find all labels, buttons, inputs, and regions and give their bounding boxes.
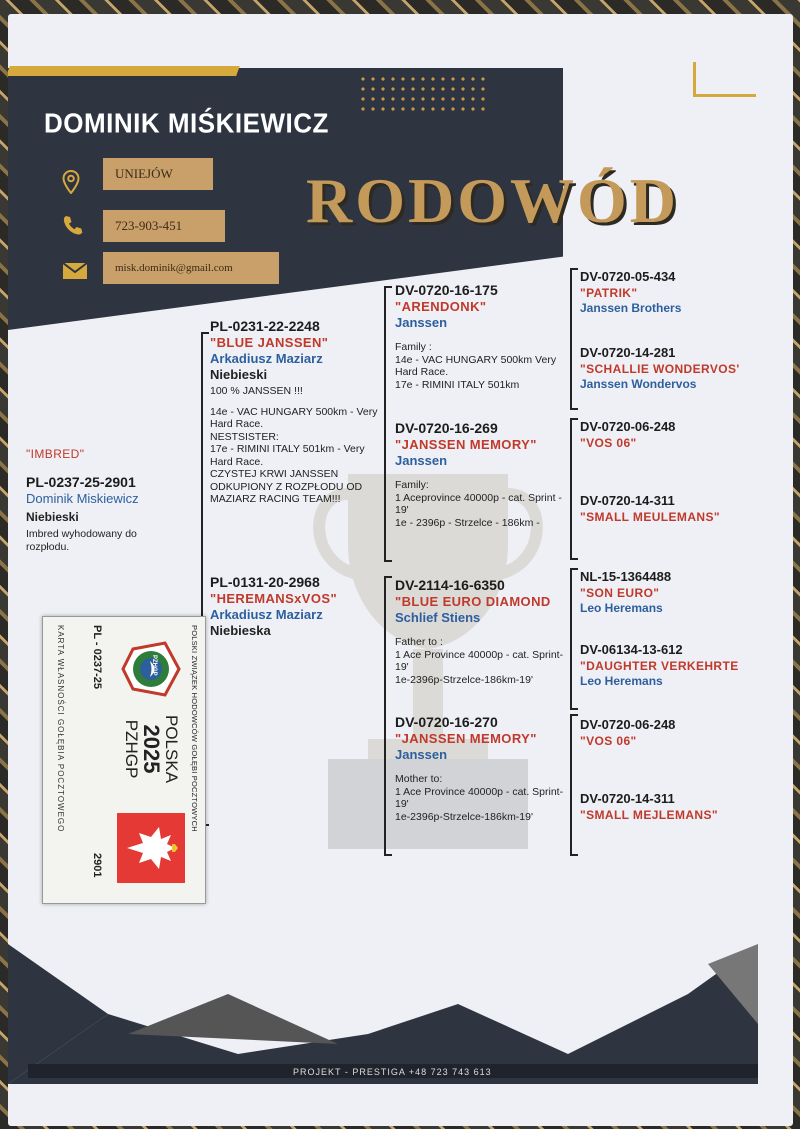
dam-color: Niebieska — [210, 623, 271, 638]
subject-owner: Dominik Miskiewicz — [26, 491, 139, 506]
bracket-line — [384, 854, 392, 856]
bracket-line — [384, 576, 386, 856]
great-grandparent-name: "SON EURO" — [580, 586, 660, 600]
bracket-line — [570, 558, 578, 560]
great-grandparent-name: "VOS 06" — [580, 734, 637, 748]
sire-owner: Arkadiusz Maziarz — [210, 351, 323, 366]
bracket-line — [570, 714, 572, 856]
card-association: POLSKI ZWIĄZEK HODOWCÓW GOŁĘBI POCZTOWYCH — [190, 625, 199, 832]
great-grandparent-block — [580, 344, 785, 392]
great-grandparent-owner: Janssen Brothers — [580, 301, 682, 315]
great-grandparent-ring: NL-15-1364488 — [580, 569, 672, 584]
grandparent-owner: Schlief Stiens — [395, 610, 481, 625]
phone-icon — [62, 214, 84, 242]
great-grandparent-ring: DV-0720-06-248 — [580, 419, 676, 434]
subject-note: Imbred wyhodowany do rozpłodu. — [26, 528, 137, 553]
card-org: PZHGP — [122, 719, 141, 779]
subject-color: Niebieski — [26, 510, 79, 524]
bracket-line — [570, 708, 578, 710]
envelope-icon — [62, 262, 88, 286]
bracket-line — [570, 408, 578, 410]
great-grandparent-ring: DV-0720-14-311 — [580, 791, 675, 806]
sire-block — [210, 318, 382, 506]
grandparent-block — [395, 714, 567, 823]
subject-block — [26, 446, 196, 553]
bracket-line — [570, 268, 578, 270]
great-grandparent-block — [580, 790, 785, 823]
sire-color: Niebieski — [210, 367, 268, 382]
great-grandparent-block — [580, 492, 785, 525]
bracket-line — [201, 332, 209, 334]
ownership-card — [42, 616, 206, 904]
great-grandparent-ring: DV-06134-13-612 — [580, 642, 683, 657]
bracket-line — [570, 568, 578, 570]
card-number: 2901 — [91, 853, 103, 878]
bracket-line — [570, 714, 578, 716]
bracket-line — [384, 576, 392, 578]
grandparent-owner: Janssen — [395, 747, 448, 762]
grandparent-note: Family: 1 Aceprovince 40000p - cat. Sprint - 19' 1e - 2396p - Strzelce - 186km - — [395, 479, 562, 529]
dam-name: "HEREMANSxVOS" — [210, 591, 338, 606]
sire-note-2: 14e - VAC HUNGARY 500km - Very Hard Race. NESTSISTER: 17e - RIMINI ITALY 501km - Very Hard Race. CZYSTEJ KRWI JANSSEN ODKUPIONY Z ROZPŁODU OD MAZIARZ RACING TEAM!!! — [210, 405, 378, 505]
page-title: RODOWÓD — [306, 165, 679, 236]
sire-note-1: 100 % JANSSEN !!! — [210, 385, 303, 397]
breeder-name: DOMINIK MIŚKIEWICZ — [44, 107, 329, 139]
grandparent-block — [395, 420, 567, 529]
pzhgp-logo-icon — [119, 637, 183, 701]
great-grandparent-ring: DV-0720-06-248 — [580, 717, 676, 732]
location-chip: UNIEJÓW — [103, 158, 213, 190]
phone-chip: 723-903-451 — [103, 210, 225, 242]
grandparent-name: "JANSSEN MEMORY" — [395, 731, 537, 746]
grandparent-block — [395, 577, 575, 686]
grandparent-name: "ARENDONK" — [395, 299, 487, 314]
great-grandparent-ring: DV-0720-05-434 — [580, 269, 676, 284]
bracket-line — [570, 418, 578, 420]
corner-mark — [693, 62, 756, 97]
bracket-line — [384, 286, 392, 288]
dam-ring: PL-0131-20-2968 — [210, 574, 320, 590]
bracket-line — [384, 560, 392, 562]
great-grandparent-ring: DV-0720-14-281 — [580, 345, 676, 360]
card-year: 2025 — [139, 724, 164, 774]
great-grandparent-owner: Leo Heremans — [580, 601, 663, 615]
grandparent-note: Mother to: 1 Ace Province 40000p - cat. Sprint-19' 1e-2396p-Strzelce-186km-19' — [395, 773, 564, 823]
email-chip: misk.dominik@gmail.com — [103, 252, 279, 284]
grandparent-name: "BLUE EURO DIAMOND — [395, 594, 551, 609]
great-grandparent-name: "SMALL MEJLEMANS" — [580, 808, 718, 822]
grandparent-ring: DV-2114-16-6350 — [395, 577, 505, 593]
bracket-line — [570, 418, 572, 560]
great-grandparent-block — [580, 268, 785, 316]
grandparent-note: Family : 14e - VAC HUNGARY 500km Very Hard Race. 17e - RIMINI ITALY 501km — [395, 341, 557, 391]
great-grandparent-block — [580, 641, 785, 689]
card-ring: PL - 0237-25 — [91, 625, 103, 690]
card-caption: KARTA WŁASNOŚCI GOŁĘBIA POCZTOWEGO — [56, 625, 65, 833]
grandparent-owner: Janssen — [395, 315, 448, 330]
great-grandparent-name: "VOS 06" — [580, 436, 637, 450]
great-grandparent-name: "SMALL MEULEMANS" — [580, 510, 720, 524]
grandparent-name: "JANSSEN MEMORY" — [395, 437, 537, 452]
great-grandparent-block — [580, 568, 785, 616]
bracket-line — [384, 286, 386, 562]
subject-name: "IMBRED" — [26, 447, 85, 461]
grandparent-note: Father to : 1 Ace Province 40000p - cat. Sprint-19' 1e-2396p-Strzelce-186km-19' — [395, 636, 564, 686]
sire-ring: PL-0231-22-2248 — [210, 318, 320, 334]
great-grandparent-ring: DV-0720-14-311 — [580, 493, 675, 508]
dam-block — [210, 574, 382, 639]
great-grandparent-block — [580, 716, 785, 749]
grandparent-ring: DV-0720-16-270 — [395, 714, 498, 730]
sire-name: "BLUE JANSSEN" — [210, 335, 329, 350]
card-title — [121, 715, 181, 783]
dot-pattern — [358, 74, 488, 114]
great-grandparent-owner: Leo Heremans — [580, 674, 663, 688]
gold-stripe — [8, 66, 240, 76]
logo-text: PZHGP — [151, 655, 157, 676]
great-grandparent-name: "DAUGHTER VERKEHRTE — [580, 659, 739, 673]
bracket-line — [570, 268, 572, 410]
grandparent-block — [395, 282, 567, 391]
bracket-line — [570, 568, 572, 710]
footer-graphic — [8, 944, 793, 1084]
footer-text: PROJEKT - PRESTIGA +48 723 743 613 — [293, 1067, 492, 1077]
great-grandparent-name: "SCHALLIE WONDERVOS' — [580, 362, 740, 376]
great-grandparent-block — [580, 418, 785, 451]
card-country: POLSKA — [162, 715, 181, 784]
subject-ring: PL-0237-25-2901 — [26, 474, 136, 490]
bracket-line — [570, 854, 578, 856]
grandparent-ring: DV-0720-16-175 — [395, 282, 498, 298]
great-grandparent-owner: Janssen Wondervos — [580, 377, 697, 391]
pedigree-sheet — [8, 14, 793, 1126]
great-grandparent-name: "PATRIK" — [580, 286, 638, 300]
ownership-card-content — [43, 617, 205, 903]
location-pin-icon — [62, 170, 80, 200]
dam-owner: Arkadiusz Maziarz — [210, 607, 323, 622]
grandparent-owner: Janssen — [395, 453, 448, 468]
grandparent-ring: DV-0720-16-269 — [395, 420, 498, 436]
polish-eagle-icon — [117, 813, 185, 883]
